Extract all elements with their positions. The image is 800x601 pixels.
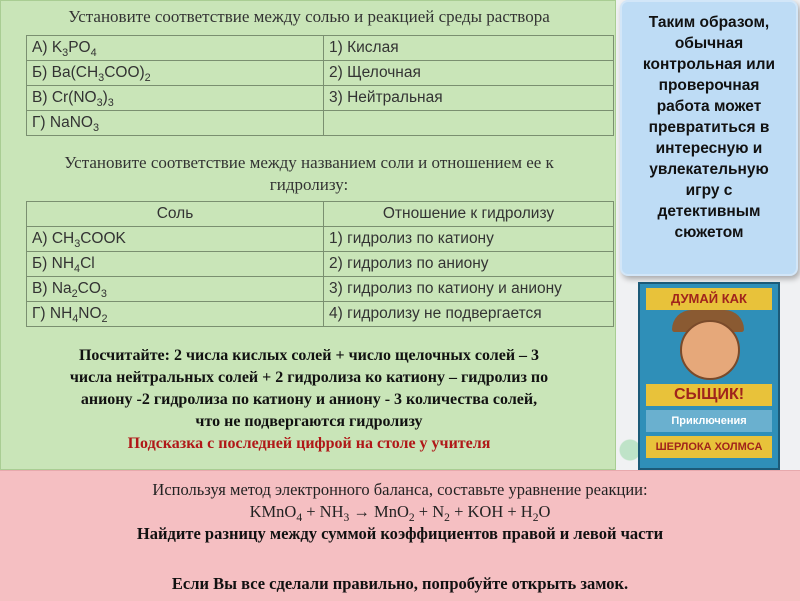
task2-row <box>27 252 614 277</box>
calc-task <box>1 345 617 455</box>
answer-option-cell: 3) Нейтральная <box>324 86 614 111</box>
answer-option-cell: 2) Щелочная <box>324 61 614 86</box>
summary-text <box>622 12 796 243</box>
task2-heading-line2: гидролизу: <box>269 175 349 194</box>
calc-line: Посчитайте: 2 числа кислых солей + число щелочных солей – 3 <box>78 347 540 364</box>
summary-line: превратиться в <box>648 119 770 136</box>
summary-line: Таким образом, <box>648 14 770 31</box>
task1-row <box>27 86 614 111</box>
summary-line: детективным <box>657 203 761 220</box>
task2-row <box>27 227 614 252</box>
col-header-salt: Соль <box>27 202 324 227</box>
summary-line: проверочная <box>658 77 760 94</box>
summary-line: обычная <box>674 35 744 52</box>
answer-option-cell: 1) Кислая <box>324 36 614 61</box>
book-title-bottom: ШЕРЛОКА ХОЛМСА <box>646 436 772 458</box>
summary-line: сюжетом <box>674 224 744 241</box>
task1-table <box>26 35 614 136</box>
salt-formula-cell: А) $CH_3COOK$ <box>27 227 324 252</box>
calc-line: что не подвергаются гидролизу <box>195 413 423 430</box>
salt-formula-cell: В) $Cr(NO_3)_3$ <box>27 86 324 111</box>
answer-option-cell: 3) гидролиз по катиону и аниону <box>324 277 614 302</box>
task2-table <box>26 201 614 327</box>
salt-formula-cell: Г) NaNO$_3$ <box>27 111 324 136</box>
task2-row <box>27 302 614 327</box>
task2-row <box>27 277 614 302</box>
summary-line: увлекательную <box>649 161 769 178</box>
task1-row <box>27 61 614 86</box>
hint-text: Подсказка с последней цифрой на столе у учителя <box>127 435 491 452</box>
book-subtitle: Приключения <box>646 410 772 432</box>
answer-option-cell: 1) гидролиз по катиону <box>324 227 614 252</box>
task1-row <box>27 111 614 136</box>
task2-heading-line1: Установите соответствие между названием соли и отношением ее к <box>64 153 554 172</box>
salt-formula-cell: В) $Na_2CO_3$ <box>27 277 324 302</box>
balance-instruction: Используя метод электронного баланса, составьте уравнение реакции: <box>152 480 648 499</box>
balance-panel <box>0 470 800 601</box>
reaction-equation: KMnO$_4$ + $NH_3 \to MnO_2 + N_2$ + KOH + $H_2O$ <box>249 502 551 524</box>
book-title-top: ДУМАЙ КАК <box>646 288 772 310</box>
book-cover-image <box>638 282 780 470</box>
summary-line: работа может <box>656 98 762 115</box>
answer-option-cell <box>324 111 614 136</box>
task1-heading: Установите соответствие между солью и реакцией среды раствора <box>68 7 550 26</box>
task1-row <box>27 36 614 61</box>
detective-face-icon <box>680 320 740 380</box>
summary-line: контрольная или <box>642 56 776 73</box>
summary-line: игру с <box>685 182 733 199</box>
salt-formula-cell: А) $K_3PO_4$ <box>27 36 324 61</box>
salt-formula-cell: Г) $NH_4NO_2$ <box>27 302 324 327</box>
balance-question: Найдите разницу между суммой коэффициентов правой и левой части <box>136 524 664 543</box>
salt-formula-cell: Б) $Ba(CH_3COO)_2$ <box>27 61 324 86</box>
calc-line: числа нейтральных солей + 2 гидролиза ко катиону – гидролиз по <box>69 369 549 386</box>
calc-line: аниону -2 гидролиза по катиону и аниону - 3 количества солей, <box>80 391 538 408</box>
answer-option-cell: 4) гидролизу не подвергается <box>324 302 614 327</box>
salt-formula-cell: Б) $NH_4Cl$ <box>27 252 324 277</box>
lock-instruction: Если Вы все сделали правильно, попробуйте открыть замок. <box>171 574 629 593</box>
book-title-mid: СЫЩИК! <box>646 384 772 406</box>
summary-line: интересную и <box>655 140 763 157</box>
answer-option-cell: 2) гидролиз по аниону <box>324 252 614 277</box>
col-header-hydrolysis: Отношение к гидролизу <box>324 202 614 227</box>
summary-callout <box>620 0 798 276</box>
